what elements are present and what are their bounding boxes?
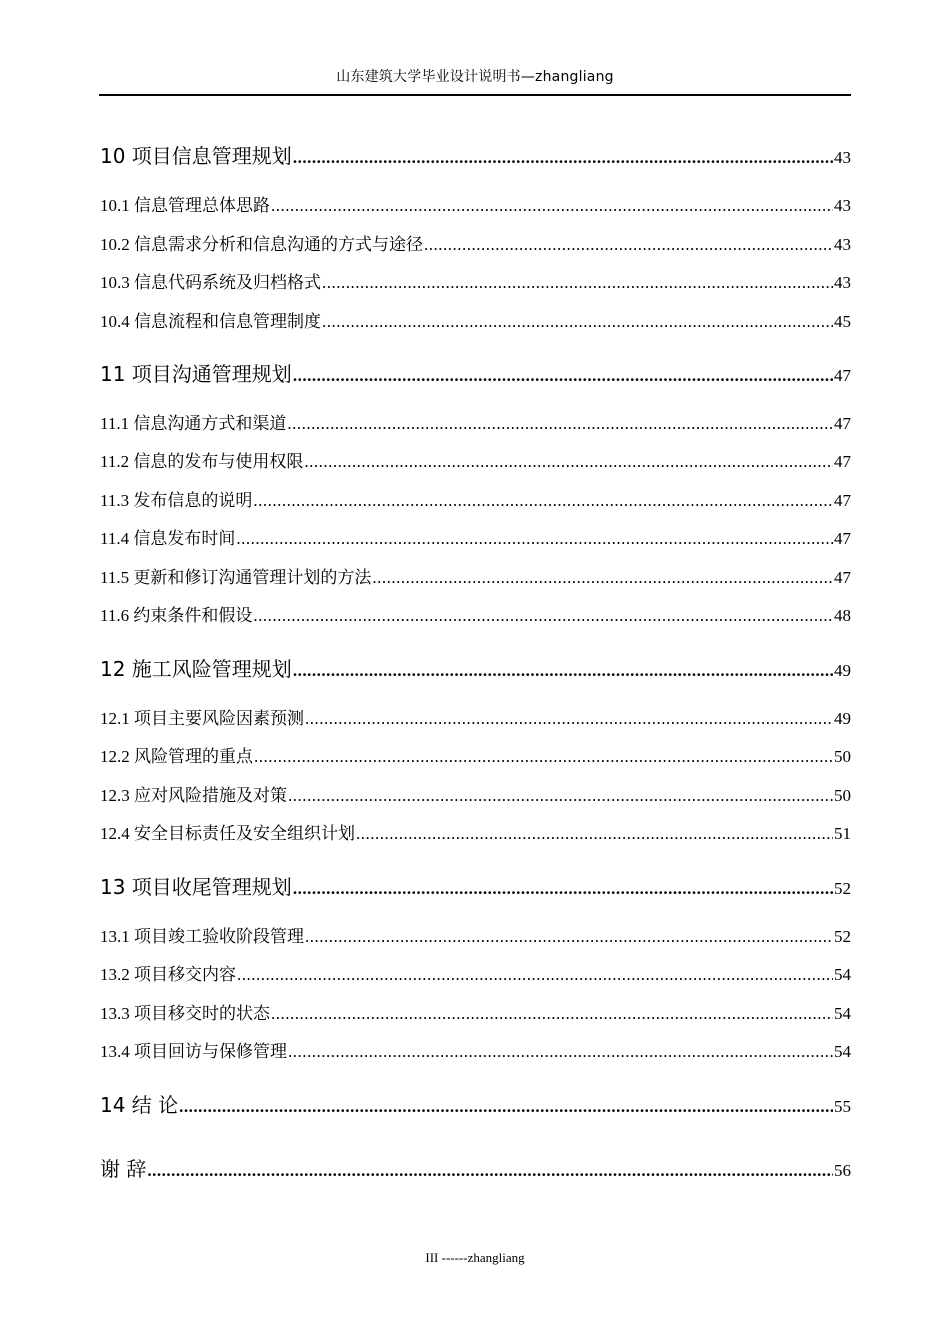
toc-leader-dots (237, 965, 833, 985)
toc-section-entry[interactable] (100, 524, 851, 549)
toc-entry-page: 50 (834, 747, 851, 766)
toc-leader-dots (304, 452, 833, 472)
toc-entry-page: 47 (834, 366, 851, 385)
toc-leader-dots (287, 414, 833, 434)
toc-entry-title: 10 项目信息管理规划 (100, 144, 292, 168)
toc-entry-page: 55 (834, 1097, 851, 1116)
toc-section-entry[interactable] (100, 191, 851, 216)
toc-leader-dots (253, 491, 833, 511)
page-footer: III ------zhangliang (425, 1250, 525, 1265)
toc-entry-title: 13 项目收尾管理规划 (100, 875, 292, 899)
toc-entry-page: 50 (834, 786, 851, 805)
toc-entry-page: 52 (834, 927, 851, 946)
toc-leader-dots (293, 661, 833, 681)
toc-chapter-entry[interactable] (100, 1089, 851, 1118)
toc-section-entry[interactable] (100, 447, 851, 472)
toc-leader-dots (293, 366, 833, 386)
toc-section-entry[interactable] (100, 999, 851, 1024)
toc-leader-dots (305, 709, 833, 729)
toc-entry-title: 13.3 项目移交时的状态 (100, 1004, 270, 1023)
toc-entry-title: 12.2 风险管理的重点 (100, 747, 253, 766)
toc-section-entry[interactable] (100, 819, 851, 844)
toc-entry-title: 10.2 信息需求分析和信息沟通的方式与途径 (100, 235, 423, 254)
toc-leader-dots (305, 927, 833, 947)
toc-entry-page: 45 (834, 312, 851, 331)
toc-chapter-entry[interactable] (100, 140, 851, 169)
toc-leader-dots (179, 1097, 833, 1117)
toc-leader-dots (288, 1042, 833, 1062)
toc-entry-title: 13.1 项目竣工验收阶段管理 (100, 927, 304, 946)
toc-entry-page: 43 (834, 148, 851, 167)
toc-entry-page: 56 (834, 1161, 851, 1180)
toc-leader-dots (293, 879, 833, 899)
toc-entry-title: 谢 辞 (100, 1157, 147, 1181)
toc-entry-title: 11 项目沟通管理规划 (100, 362, 292, 386)
toc-leader-dots (424, 235, 833, 255)
toc-leader-dots (288, 786, 833, 806)
toc-entry-page: 48 (834, 606, 851, 625)
toc-entry-page: 51 (834, 824, 851, 843)
toc-entry-page: 47 (834, 452, 851, 471)
toc-entry-title: 10.3 信息代码系统及归档格式 (100, 273, 321, 292)
toc-leader-dots (356, 824, 833, 844)
toc-entry-page: 47 (834, 568, 851, 587)
toc-entry-page: 54 (834, 1042, 851, 1061)
toc-section-entry[interactable] (100, 601, 851, 626)
toc-entry-title: 12 施工风险管理规划 (100, 657, 292, 681)
toc-entry-page: 43 (834, 235, 851, 254)
toc-chapter-entry[interactable] (100, 871, 851, 900)
toc-leader-dots (322, 273, 833, 293)
toc-section-entry[interactable] (100, 409, 851, 434)
toc-entry-title: 11.5 更新和修订沟通管理计划的方法 (100, 568, 372, 587)
toc-entry-title: 11.3 发布信息的说明 (100, 491, 253, 510)
toc-leader-dots (271, 196, 833, 216)
toc-section-entry[interactable] (100, 960, 851, 985)
toc-entry-page: 49 (834, 661, 851, 680)
toc-leader-dots (254, 747, 833, 767)
toc-chapter-entry[interactable] (100, 1153, 851, 1182)
toc-chapter-entry[interactable] (100, 358, 851, 387)
toc-section-entry[interactable] (100, 486, 851, 511)
toc-leader-dots (322, 312, 833, 332)
toc-entry-title: 11.2 信息的发布与使用权限 (100, 452, 304, 471)
toc-entry-title: 11.6 约束条件和假设 (100, 606, 253, 625)
toc-section-entry[interactable] (100, 307, 851, 332)
toc-section-entry[interactable] (100, 742, 851, 767)
toc-entry-page: 54 (834, 965, 851, 984)
toc-leader-dots (372, 568, 833, 588)
toc-entry-title: 11.1 信息沟通方式和渠道 (100, 414, 287, 433)
toc-section-entry[interactable] (100, 922, 851, 947)
toc-section-entry[interactable] (100, 781, 851, 806)
toc-entry-title: 13.4 项目回访与保修管理 (100, 1042, 287, 1061)
toc-entry-page: 54 (834, 1004, 851, 1023)
toc-entry-page: 47 (834, 529, 851, 548)
toc-section-entry[interactable] (100, 704, 851, 729)
toc-entry-page: 49 (834, 709, 851, 728)
toc-entry-title: 10.4 信息流程和信息管理制度 (100, 312, 321, 331)
toc-section-entry[interactable] (100, 230, 851, 255)
toc-entry-title: 11.4 信息发布时间 (100, 529, 236, 548)
toc-entry-title: 12.1 项目主要风险因素预测 (100, 709, 304, 728)
toc-leader-dots (147, 1161, 833, 1181)
toc-chapter-entry[interactable] (100, 653, 851, 682)
toc-entry-page: 52 (834, 879, 851, 898)
toc-entry-page: 43 (834, 196, 851, 215)
toc-entry-title: 12.4 安全目标责任及安全组织计划 (100, 824, 355, 843)
toc-entry-page: 43 (834, 273, 851, 292)
toc-entry-title: 14 结 论 (100, 1093, 179, 1117)
header-rule (99, 94, 851, 96)
toc-section-entry[interactable] (100, 563, 851, 588)
toc-entry-page: 47 (834, 414, 851, 433)
toc-entry-page: 47 (834, 491, 851, 510)
toc-leader-dots (293, 148, 833, 168)
toc-leader-dots (236, 529, 833, 549)
page-header-title: 山东建筑大学毕业设计说明书—zhangliang (336, 69, 614, 85)
toc-section-entry[interactable] (100, 268, 851, 293)
toc-entry-title: 10.1 信息管理总体思路 (100, 196, 270, 215)
toc-section-entry[interactable] (100, 1037, 851, 1062)
toc-leader-dots (253, 606, 833, 626)
toc-entry-title: 13.2 项目移交内容 (100, 965, 236, 984)
toc-leader-dots (271, 1004, 833, 1024)
toc-entry-title: 12.3 应对风险措施及对策 (100, 786, 287, 805)
